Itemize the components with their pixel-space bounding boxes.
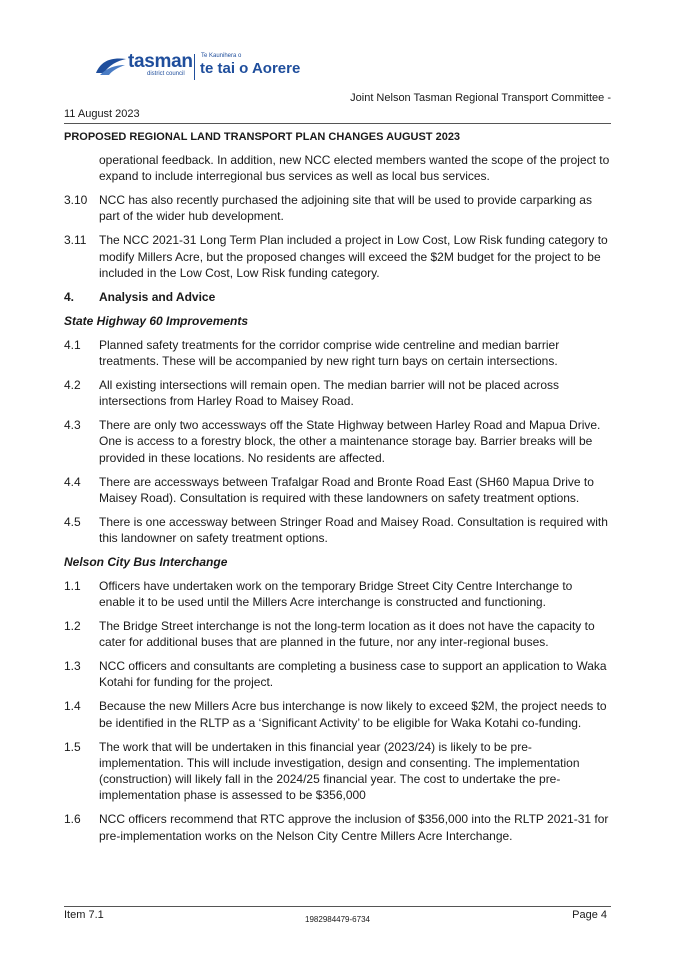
section-heading [64, 289, 611, 305]
logo-swoosh-icon [95, 55, 127, 77]
paragraph-number: 3.11 [64, 233, 87, 248]
paragraph-text: Planned safety treatments for the corridor comprise wide centreline and median barrier treatments. These will be accompanied by new right turn bays on certain intersections. [99, 337, 560, 368]
document-body [64, 152, 611, 851]
paragraph-number: 4.3 [64, 418, 81, 433]
paragraph-number: 1.3 [64, 659, 81, 674]
paragraph-number: 1.6 [64, 812, 81, 827]
section-number: 4. [64, 289, 75, 304]
paragraph-3-10 [64, 192, 611, 225]
paragraph-number: 4.2 [64, 377, 81, 392]
footer-document-number: 1982984479-6734 [305, 915, 370, 924]
logo-maori-small: Te Kaunihera o [201, 53, 242, 59]
paragraph-1-1 [64, 578, 611, 611]
footer-divider [64, 906, 611, 907]
paragraph-3-11 [64, 232, 611, 281]
paragraph-number: 4.5 [64, 514, 81, 529]
paragraph-text: operational feedback. In addition, new NCC elected members wanted the scope of the project to expand to include interregional bus services as well as local bus services. [99, 153, 610, 184]
paragraph-4-5 [64, 514, 611, 547]
paragraph-4-2 [64, 377, 611, 410]
subheading-bus-interchange: Nelson City Bus Interchange [64, 554, 228, 569]
paragraph-number: 1.4 [64, 699, 81, 714]
paragraph-1-6 [64, 811, 611, 844]
paragraph-text: The Bridge Street interchange is not the long-term location as it does not have the capacity to cater for additional buses that are planned in the future, nor any inter-regional buses. [99, 618, 595, 650]
paragraph-1-4 [64, 698, 611, 731]
paragraph-text: The NCC 2021-31 Long Term Plan included a project in Low Cost, Low Risk funding category to modify Millers Acre, but the proposed changes will exceed the $2M budget for the project to be included in the Low Cost, Low Risk funding category. [99, 233, 608, 280]
paragraph-4-1 [64, 337, 611, 370]
paragraph-1-3 [64, 658, 611, 691]
paragraph-text: Because the new Millers Acre bus interchange is now likely to exceed $2M, the project needs to be identified in the RLTP as a ‘Significant Activity’ to be eligible for Waka Kotahi co-funding. [99, 699, 607, 730]
document-title: PROPOSED REGIONAL LAND TRANSPORT PLAN CHANGES AUGUST 2023 [64, 131, 461, 143]
paragraph-4-3 [64, 417, 611, 466]
paragraph-number: 4.4 [64, 474, 81, 489]
paragraph-text: NCC has also recently purchased the adjoining site that will be used to provide carparking as part of the wider hub development. [99, 193, 592, 224]
paragraph-number: 1.2 [64, 618, 81, 633]
paragraph-number: 3.10 [64, 193, 88, 208]
paragraph-text: NCC officers and consultants are completing a business case to support an application to Waka Kotahi for funding for the project. [99, 659, 607, 690]
footer-page-number: Page 4 [572, 909, 607, 921]
footer-item-number: Item 7.1 [64, 909, 104, 921]
paragraph-number: 1.1 [64, 578, 81, 593]
paragraph-1-2 [64, 618, 611, 651]
header-committee: Joint Nelson Tasman Regional Transport Committee - [350, 92, 611, 104]
paragraph-text: There are accessways between Trafalgar Road and Bronte Road East (SH60 Mapua Drive to Maisey Road). Consultation is required with these landowners on safety treatment options. [99, 474, 594, 505]
paragraph-text: There is one accessway between Stringer Road and Maisey Road. Consultation is required with this landowner on safety treatment options. [99, 514, 608, 545]
logo-subtitle: district council [147, 71, 185, 77]
paragraph-text: The work that will be undertaken in this financial year (2023/24) is likely to be pre-implementation. This will include investigation, design and consenting. The implementation (construction) will likely fall in the 2024/25 financial year. The cost to undertake the pre-implementation phase is assessed to be $356,000 [99, 739, 580, 803]
logo-maori-name: te tai o Aorere [200, 60, 301, 77]
council-logo [95, 49, 305, 83]
section-title: Analysis and Advice [99, 289, 216, 304]
logo-name: tasman [128, 51, 193, 72]
paragraph-continuation [64, 152, 611, 185]
paragraph-number: 1.5 [64, 739, 81, 754]
paragraph-text: All existing intersections will remain open. The median barrier will not be placed across intersections from Harley Road to Maisey Road. [99, 377, 559, 409]
paragraph-text: NCC officers recommend that RTC approve the inclusion of $356,000 into the RLTP 2021-31 for pre-implementation works on the Nelson City Centre Millers Acre Interchange. [99, 812, 609, 843]
paragraph-text: Officers have undertaken work on the temporary Bridge Street City Centre Interchange to enable it to be used until the Millers Acre interchange is constructed and functioning. [99, 578, 573, 610]
paragraph-4-4 [64, 474, 611, 507]
header-date: 11 August 2023 [64, 108, 140, 120]
paragraph-1-5 [64, 739, 611, 804]
paragraph-number: 4.1 [64, 337, 81, 352]
logo-divider [194, 54, 195, 80]
subheading-sh60: State Highway 60 Improvements [64, 313, 249, 328]
paragraph-text: There are only two accessways off the State Highway between Harley Road and Mapua Drive. One is access to a forestry block, the other a maintenance storage bay. Barrier breaks will be provided in these locations. No residents are affected. [99, 418, 601, 465]
header-divider [64, 123, 611, 124]
